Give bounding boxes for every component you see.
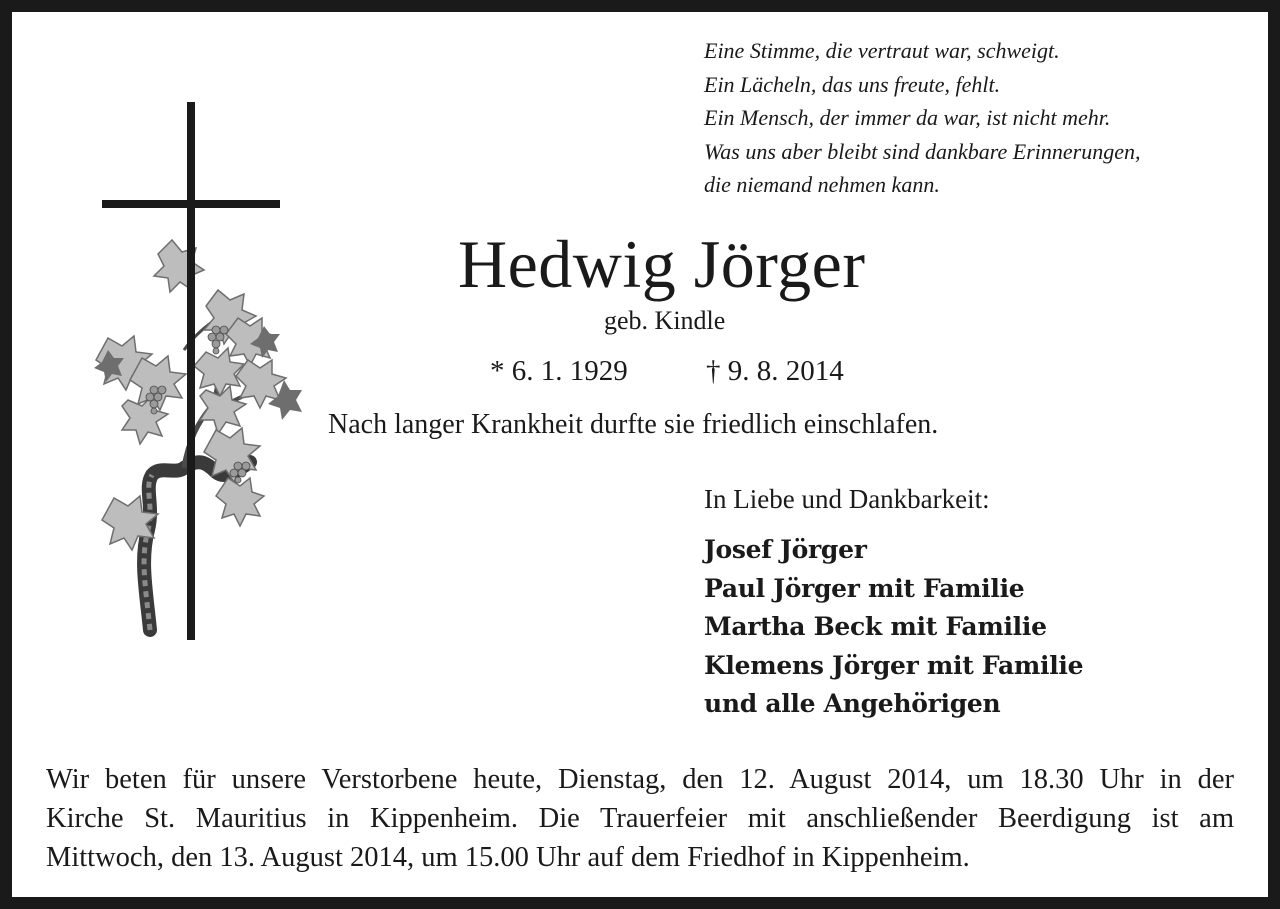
mourner: Josef Jörger: [704, 535, 867, 564]
death-date: † 9. 8. 2014: [706, 355, 844, 387]
statement: Nach langer Krankheit durfte sie friedlich einschlafen.: [328, 409, 939, 440]
notice-line: Kirche St. Mauritius in Kippenheim. Die Trauerfeier mit anschließender Beerdigung ist am: [46, 803, 1234, 834]
cross-with-grapevine-icon: [88, 90, 308, 640]
poem-line: Ein Mensch, der immer da war, ist nicht mehr.: [704, 105, 1111, 130]
obituary-notice: [12, 12, 1268, 897]
notice-line: Mittwoch, den 13. August 2014, um 15.00 Uhr auf dem Friedhof in Kippenheim.: [46, 842, 970, 873]
mourner: Klemens Jörger mit Familie: [704, 650, 1084, 680]
mourner: Martha Beck mit Familie: [704, 612, 1047, 641]
mourner: und alle Angehörigen: [704, 689, 1001, 718]
poem-line: Was uns aber bleibt sind dankbare Erinnerungen,: [704, 138, 1141, 164]
mourners-list: [704, 531, 1083, 724]
birth-date: * 6. 1. 1929: [490, 355, 628, 387]
poem-line: Eine Stimme, die vertraut war, schweigt.: [704, 38, 1060, 63]
mourner: Paul Jörger mit Familie: [704, 573, 1025, 603]
dedication: In Liebe und Dankbarkeit:: [704, 484, 990, 514]
poem-line: Ein Lächeln, das uns freute, fehlt.: [704, 71, 1001, 97]
deceased-name: Hedwig Jörger: [458, 226, 866, 302]
maiden-name: geb. Kindle: [604, 306, 726, 335]
poem-line: die niemand nehmen kann.: [704, 172, 940, 197]
service-notice: [46, 760, 1234, 877]
notice-line: Wir beten für unsere Verstorbene heute, Dienstag, den 12. August 2014, um 18.30 Uhr in der: [46, 764, 1234, 795]
poem: [704, 34, 1141, 202]
